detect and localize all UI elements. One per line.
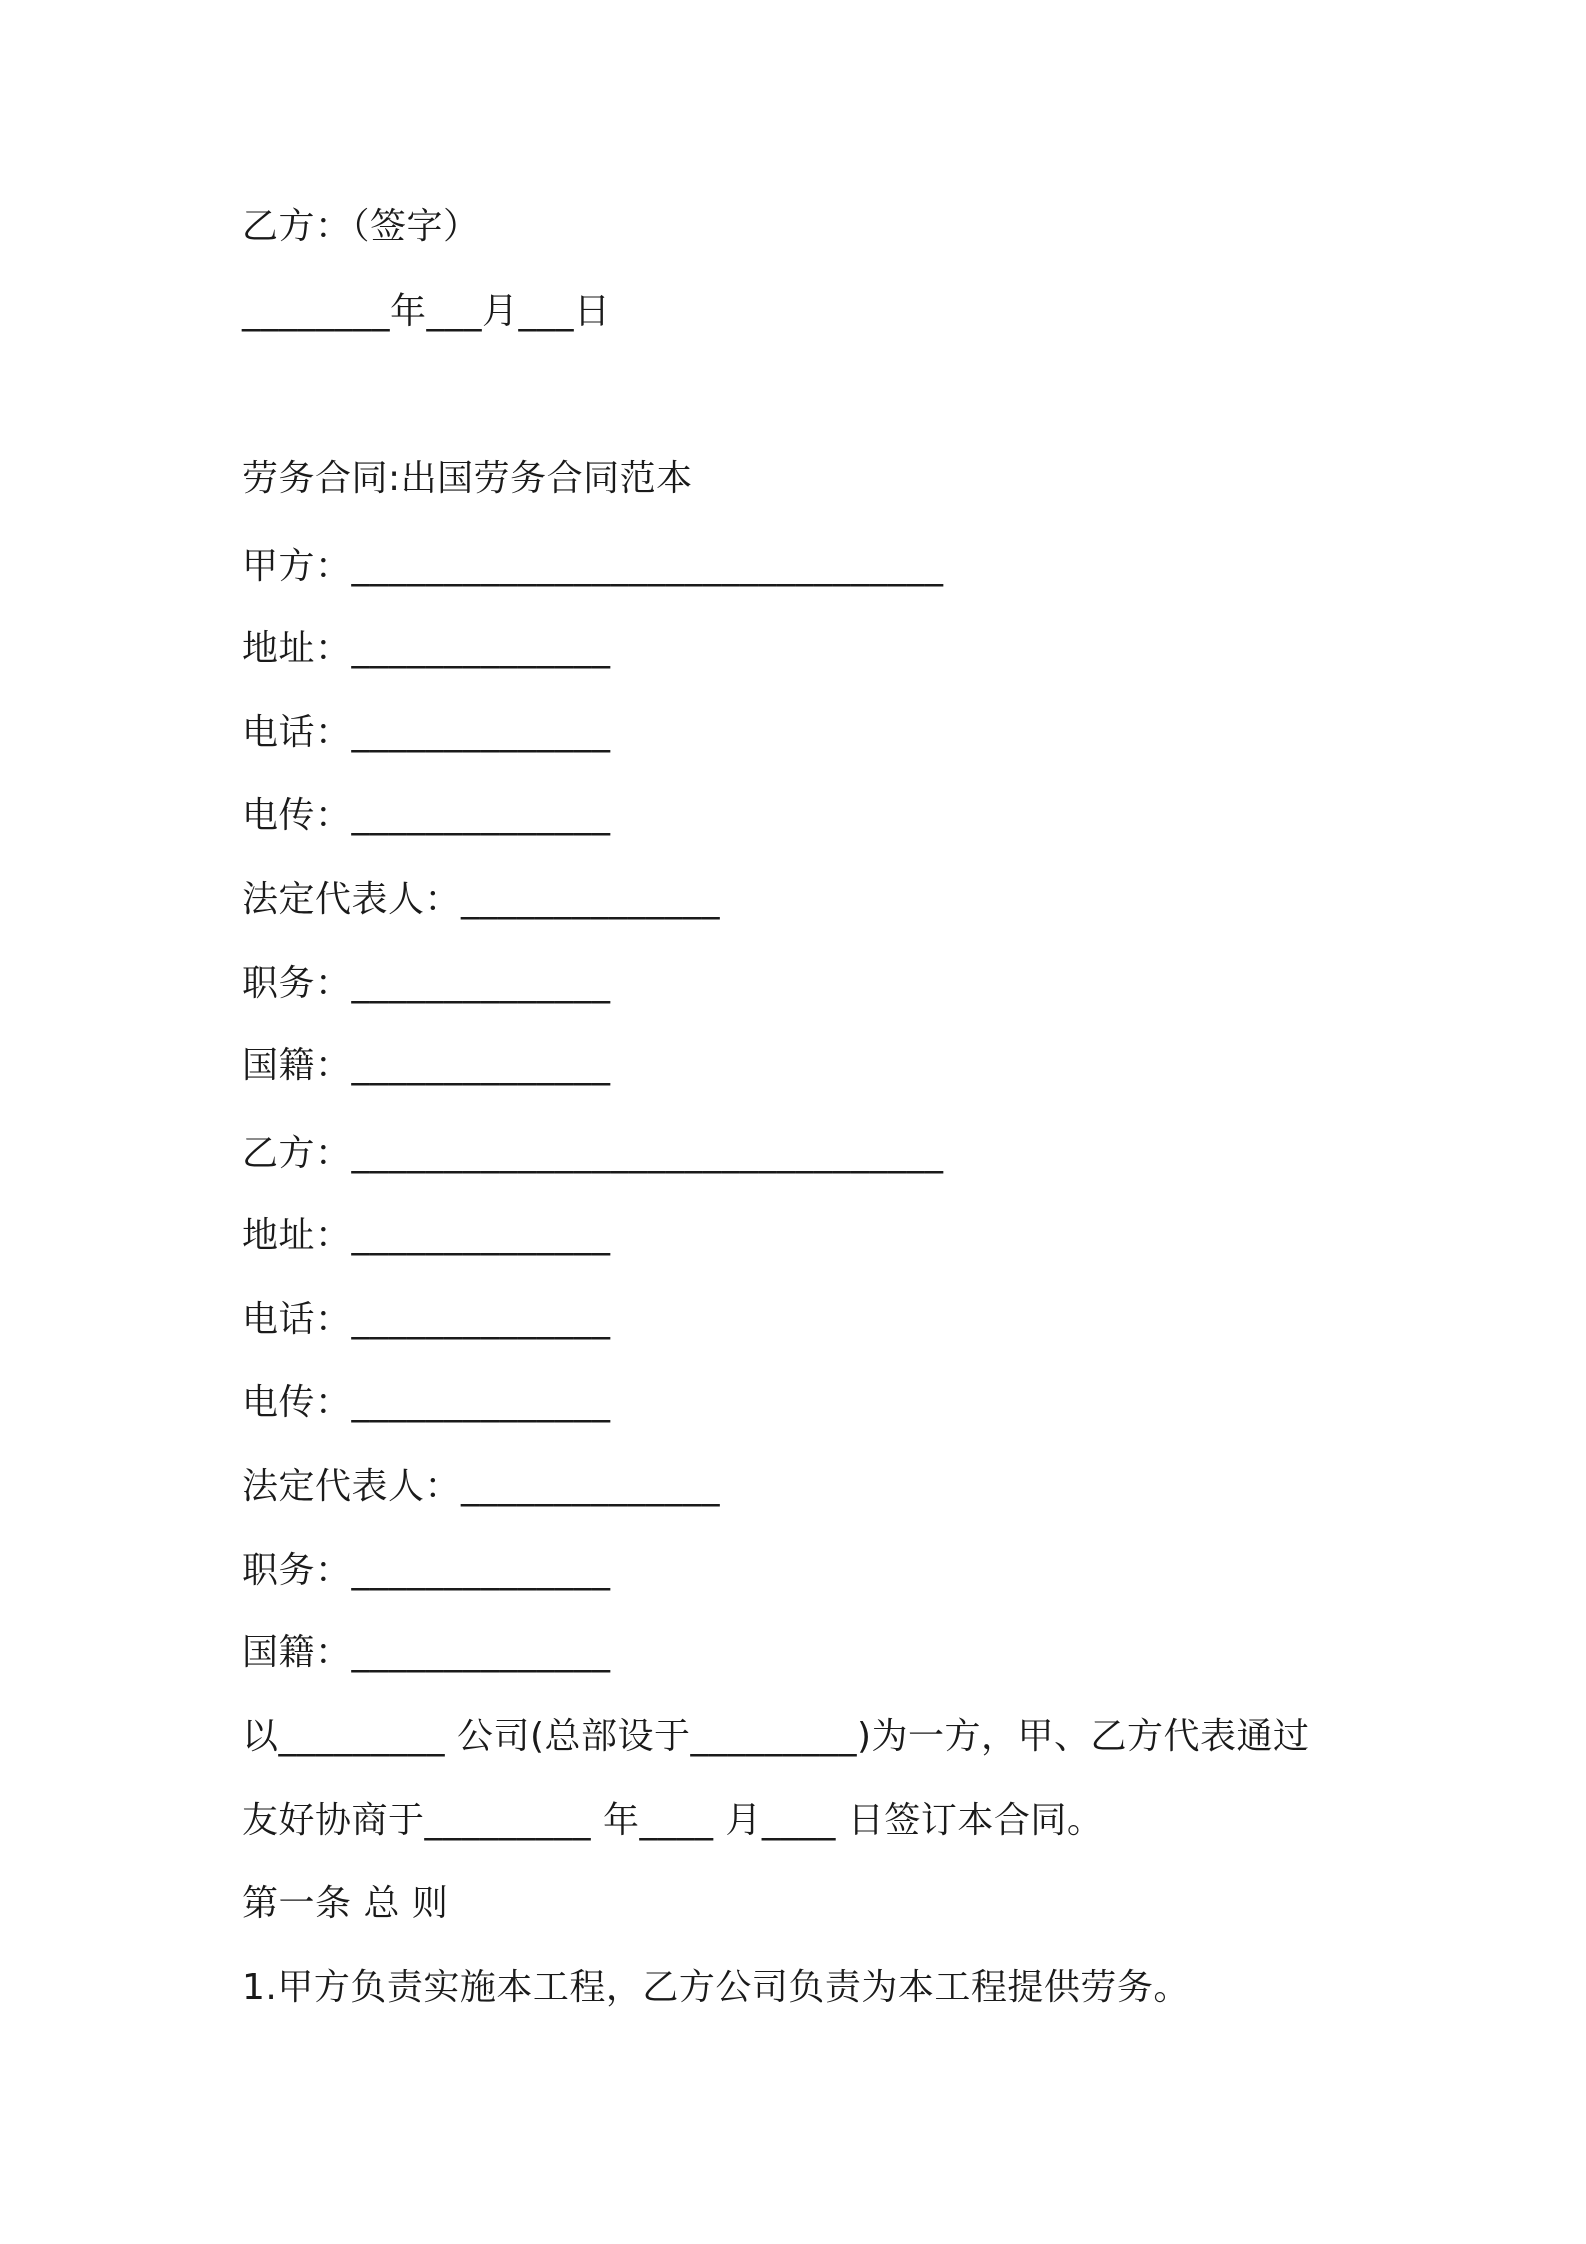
party-b-position-field: 职务：______________: [242, 1550, 611, 1591]
party-b-address-field: 地址：______________: [242, 1215, 611, 1256]
party-a-address-field: 地址：______________: [242, 628, 611, 669]
party-a-field: 甲方：________________________________: [242, 546, 944, 587]
party-a-position-field: 职务：______________: [242, 963, 611, 1004]
article-1-clause-1: 1.甲方负责实施本工程，乙方公司负责为本工程提供劳务。: [242, 1967, 1190, 2008]
party-a-legal-rep-field: 法定代表人：______________: [242, 879, 721, 920]
party-a-nationality-field: 国籍：______________: [242, 1045, 611, 1086]
party-b-fax-field: 电传：______________: [242, 1382, 611, 1423]
date-line: ________年___月___日: [242, 291, 611, 332]
party-b-signature-line: 乙方：（签字）: [242, 206, 480, 247]
party-a-fax-field: 电传：______________: [242, 795, 611, 836]
party-b-field: 乙方：________________________________: [242, 1133, 944, 1174]
party-b-legal-rep-field: 法定代表人：______________: [242, 1466, 721, 1507]
party-a-phone-field: 电话：______________: [242, 712, 611, 753]
document-title: 劳务合同:出国劳务合同范本: [242, 458, 693, 499]
preamble-line-2: 友好协商于_________ 年____ 月____ 日签订本合同。: [242, 1800, 1104, 1841]
party-b-phone-field: 电话：______________: [242, 1299, 611, 1340]
party-b-nationality-field: 国籍：______________: [242, 1632, 611, 1673]
article-1-heading: 第一条 总 则: [242, 1883, 449, 1924]
preamble-line-1: 以_________ 公司(总部设于_________)为一方，甲、乙方代表通过: [242, 1716, 1310, 1757]
